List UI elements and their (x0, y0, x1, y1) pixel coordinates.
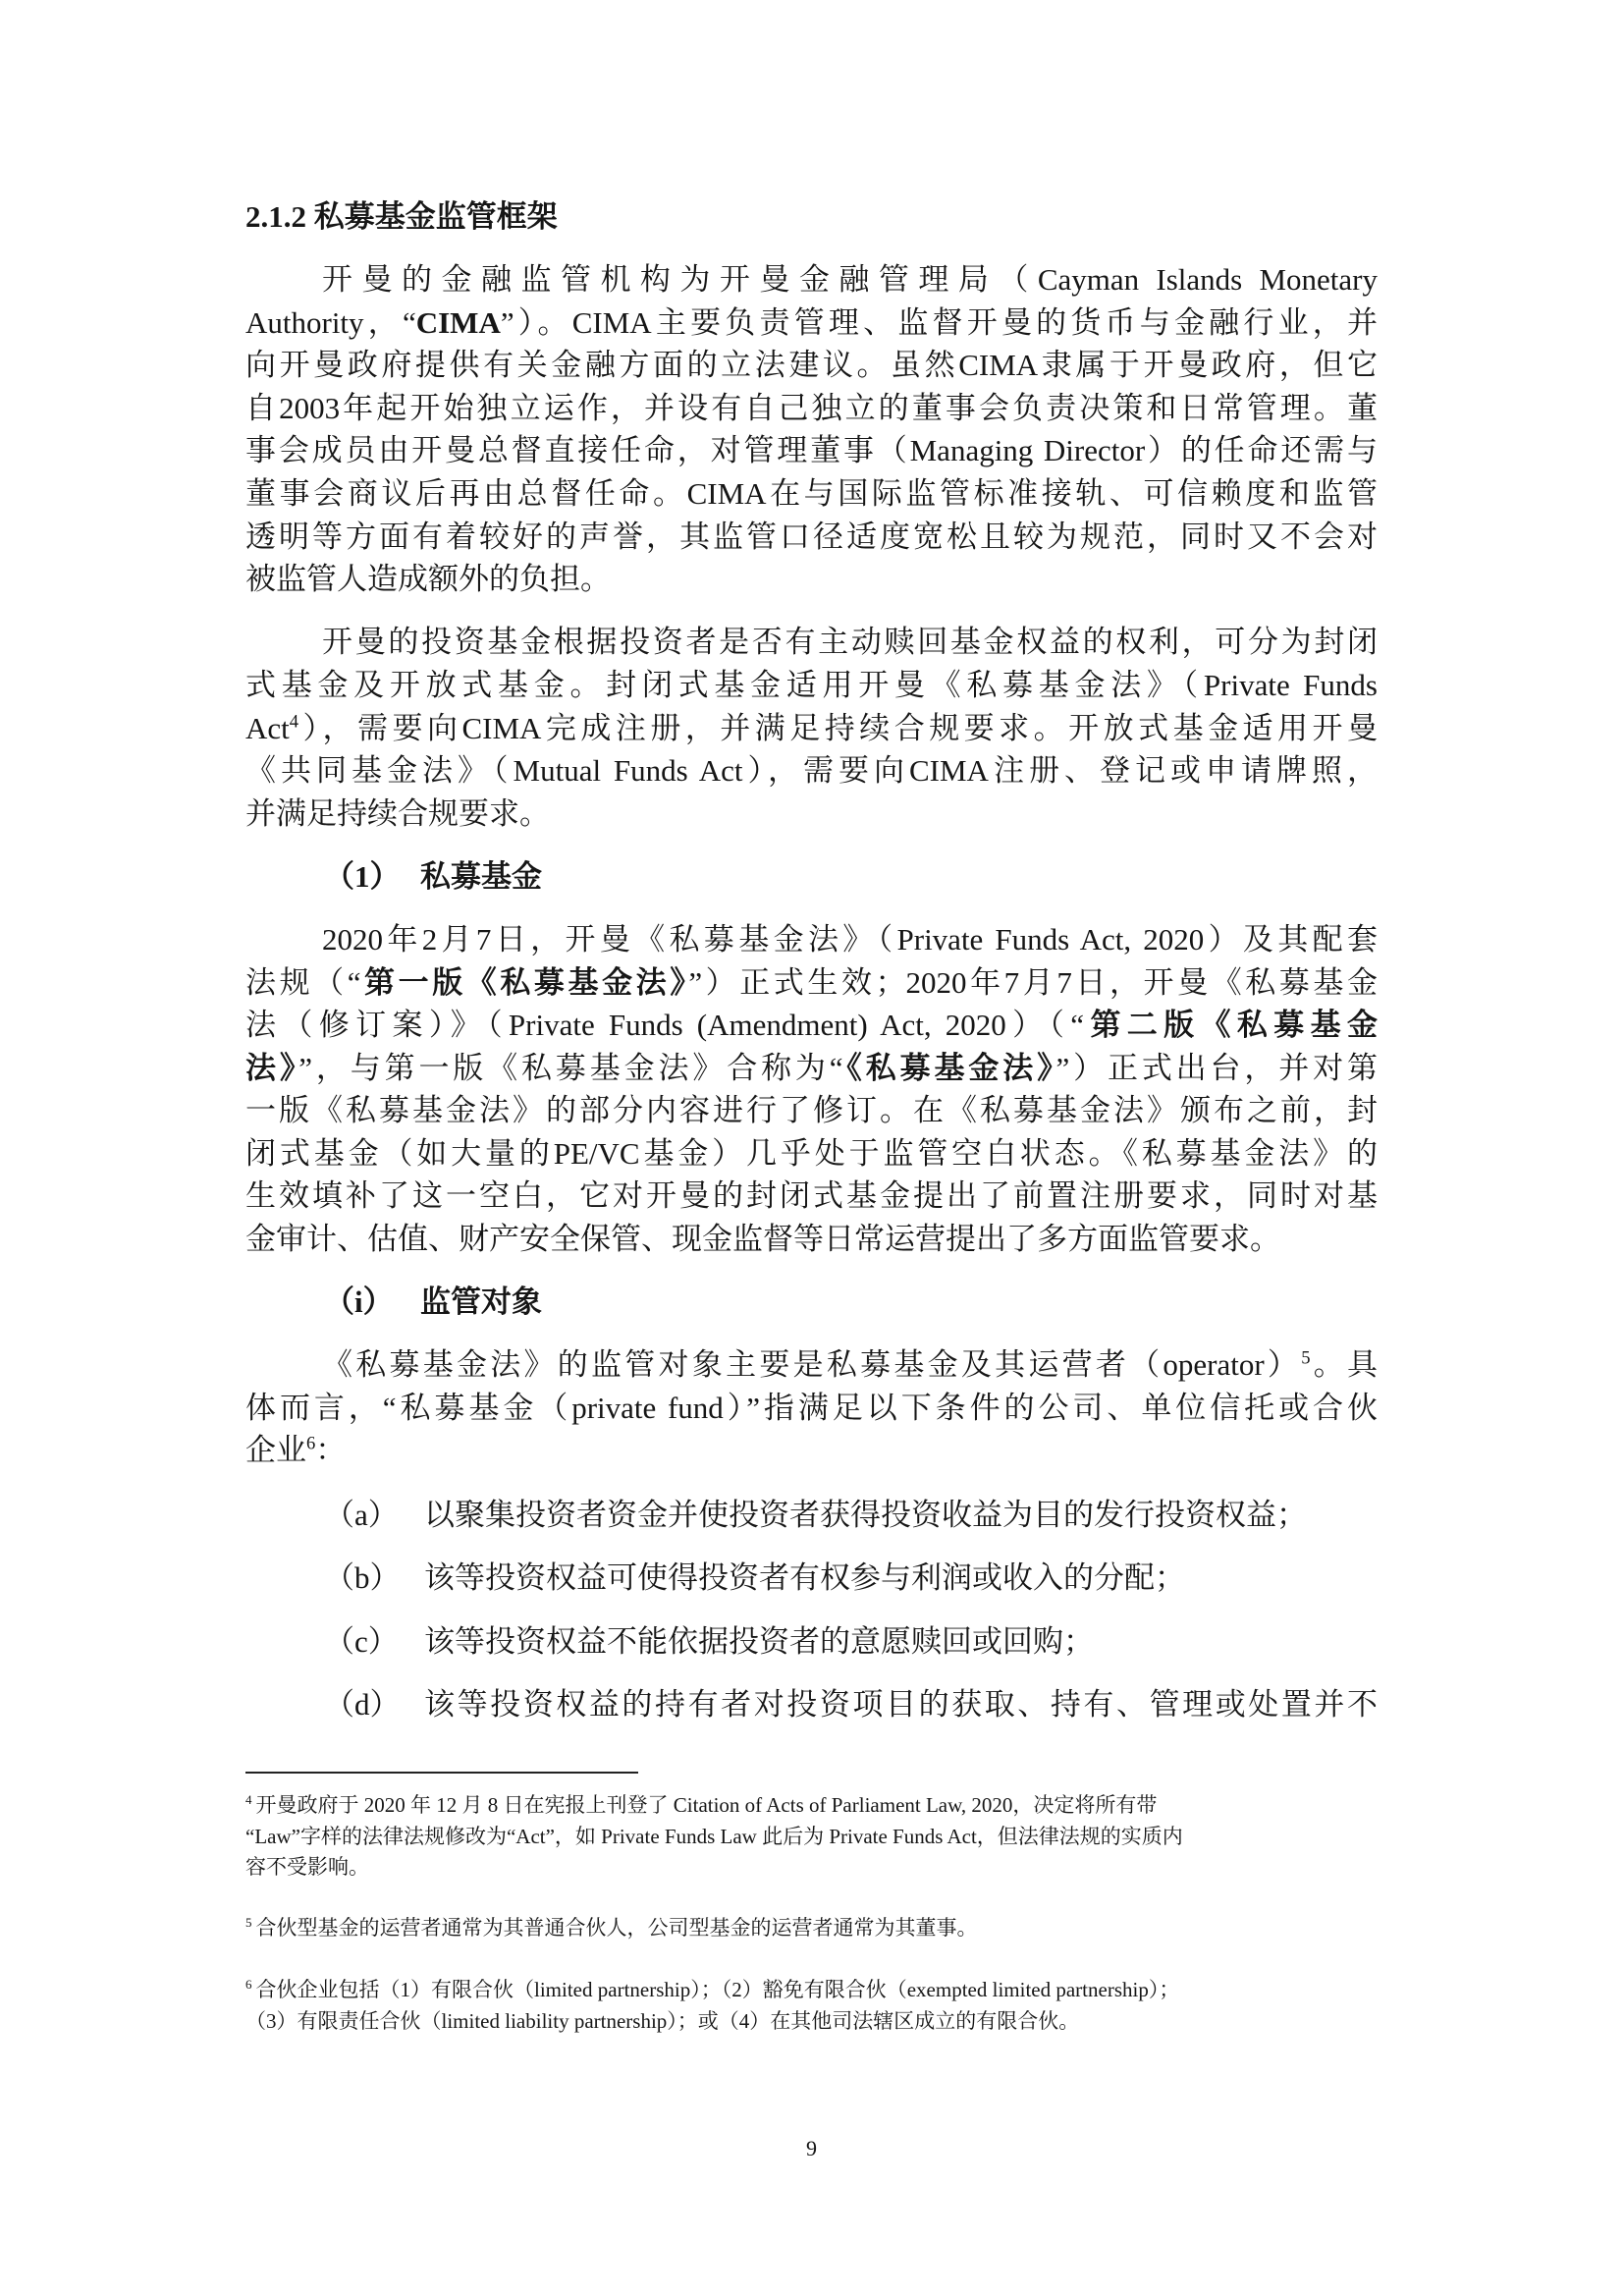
paragraph-line: 一版《私募基金法》的部分内容进行了修订。在《私募基金法》颁布之前，封 (245, 1093, 1378, 1128)
footnote-ref[interactable]: 5 (1301, 1347, 1311, 1369)
section-heading: 2.1.2 私募基金监管框架 (245, 199, 558, 234)
footnote-text: 合伙企业包括（1）有限合伙（limited partnership）；（2）豁免有限合伙（exempted limited partnership）； (255, 1978, 1180, 2001)
footnote-line (245, 1913, 1394, 1944)
bold-term: CIMA (415, 304, 501, 340)
paragraph-line: 闭式基金（如大量的PE/VC基金）几乎处于监管空白状态。《私募基金法》的 (245, 1135, 1378, 1171)
text-run: 法规（“ (245, 964, 361, 1000)
paragraph-line: 事会成员由开曼总督直接任命，对管理董事（Managing Director）的任命还需与 (245, 433, 1378, 468)
list-item-text: 该等投资权益可使得投资者有权参与利润或收入的分配； (424, 1560, 1185, 1596)
paragraph-line: 自2003年起开始独立运作，并设有自己独立的董事会负责决策和日常管理。董 (245, 390, 1378, 425)
list-item (245, 1620, 1378, 1664)
paragraph-line (245, 1004, 1378, 1047)
subheading-text: 监管对象 (420, 1285, 542, 1320)
paragraph-line (245, 707, 1378, 750)
paragraph (245, 621, 1378, 835)
page-number: 9 (806, 2136, 817, 2160)
text-run: ），需要向CIMA完成注册，并满足持续合规要求。开放式基金适用开曼 (298, 710, 1378, 745)
paragraph-line: 2020年2月7日，开曼《私募基金法》（Private Funds Act, 2020）及其配套 (322, 921, 1378, 957)
paragraph-line (245, 961, 1378, 1005)
footnote-line (245, 1975, 1394, 2006)
list-item (245, 1494, 1378, 1537)
main-text (245, 195, 1378, 1746)
text-run: 《私募基金法》的监管对象主要是私募基金及其运营者（operator） (322, 1347, 1302, 1383)
paragraph-line: 被监管人造成额外的负担。 (245, 562, 611, 597)
paragraph-line: 向开曼政府提供有关金融方面的立法建议。虽然CIMA隶属于开曼政府，但它 (245, 348, 1378, 383)
list-item-text: 以聚集投资者资金并使投资者获得投资收益为目的发行投资权益； (424, 1498, 1307, 1533)
condition-list (245, 1494, 1378, 1725)
bold-term: 法》 (245, 1050, 299, 1085)
subheading (245, 1281, 1378, 1324)
paragraph-line: 董事会商议后再由总督任命。CIMA在与国际监管标准接轨、可信赖度和监管 (245, 476, 1378, 512)
paragraph-line: 生效填补了这一空白，它对开曼的封闭式基金提出了前置注册要求，同时对基 (245, 1178, 1378, 1214)
footnote (245, 1975, 1394, 2037)
paragraph-line: 透明等方面有着较好的声誉，其监管口径适度宽松且较为规范，同时又不会对 (245, 519, 1378, 554)
footnote-number: 5 (245, 1915, 252, 1930)
paragraph-line: 开曼的投资基金根据投资者是否有主动赎回基金权益的权利，可分为封闭 (322, 625, 1378, 660)
text-run: Act (245, 710, 290, 745)
footnote-ref[interactable]: 4 (289, 711, 299, 733)
paragraph (245, 918, 1378, 1261)
text-run: 企业 (245, 1433, 306, 1468)
footnote-separator (245, 1772, 638, 1774)
subheading (245, 855, 1378, 899)
footnote-number: 6 (245, 1977, 252, 1992)
list-item-text: 该等投资权益的持有者对投资项目的获取、持有、管理或处置并不 (424, 1686, 1378, 1722)
bold-term: 第二版《私募基金 (1084, 1008, 1378, 1043)
list-item-label: （a） (324, 1498, 399, 1533)
text-run: 。具 (1310, 1347, 1378, 1383)
paragraph-line: 体而言，“私募基金（private fund）”指满足以下条件的公司、单位信托或合伙 (245, 1390, 1378, 1425)
text-run: ”）正式出台，并对第 (1055, 1050, 1378, 1085)
paragraph-line: 并满足持续合规要求。 (245, 795, 550, 831)
list-item-label: （d） (324, 1686, 401, 1722)
paragraph-line (245, 301, 1378, 345)
paragraph-line (245, 1047, 1378, 1090)
text-run: ： (315, 1433, 347, 1468)
list-item (245, 1557, 1378, 1600)
list-item-label: （c） (324, 1623, 399, 1659)
footnote (245, 1913, 1394, 1944)
text-run: ”）正式生效；2020年7月7日，开曼《私募基金 (688, 964, 1378, 1000)
list-item (245, 1683, 1378, 1726)
text-run: 法（修订案）》（Private Funds (Amendment) Act, 2020）（“ (245, 1008, 1085, 1043)
footnote-ref[interactable]: 6 (306, 1434, 316, 1455)
paragraph-line: 金审计、估值、财产安全保管、现金监督等日常运营提出了多方面监管要求。 (245, 1222, 1280, 1257)
paragraph (245, 1343, 1378, 1472)
paragraph-line: 《共同基金法》（Mutual Funds Act），需要向CIMA注册、登记或申请牌照， (245, 753, 1378, 789)
footnote-line: （3）有限责任合伙（limited liability partnership）；或（4）在其他司法辖区成立的有限合伙。 (245, 2008, 1080, 2033)
footnote-line (245, 1790, 1394, 1822)
paragraph-line (245, 1343, 1378, 1387)
subheading-number: （i） (324, 1285, 394, 1320)
subheading-number: （1） (324, 858, 401, 894)
paragraph (245, 258, 1378, 601)
footnote (245, 1790, 1394, 1884)
footnote-text: 开曼政府于 2020 年 12 月 8 日在宪报上刊登了 Citation of Acts of Parliament Law, 2020，决定将所有带 (255, 1793, 1158, 1817)
footnote-line: 容不受影响。 (245, 1855, 369, 1879)
paragraph-line (245, 1429, 1378, 1472)
bold-term: 第一版《私募基金法》 (360, 964, 689, 1000)
subheading-text: 私募基金 (420, 858, 542, 894)
footnote-text: 合伙型基金的运营者通常为其普通合伙人，公司型基金的运营者通常为其董事。 (255, 1916, 978, 1940)
list-item-text: 该等投资权益不能依据投资者的意愿赎回或回购； (424, 1623, 1094, 1659)
list-item-label: （b） (324, 1560, 401, 1596)
paragraph-line: 式基金及开放式基金。封闭式基金适用开曼《私募基金法》（Private Funds (245, 667, 1378, 702)
text-run: Authority，“ (245, 304, 416, 340)
footnote-line: “Law”字样的法律法规修改为“Act”，如 Private Funds Law 此后为 Private Funds Act，但法律法规的实质内 (245, 1824, 1183, 1848)
bold-term: 《私募基金法》 (842, 1050, 1056, 1085)
footnote-number: 4 (245, 1792, 252, 1807)
paragraph-line: 开曼的金融监管机构为开曼金融管理局（Cayman Islands Monetary (322, 262, 1378, 298)
text-run: ”，与第一版《私募基金法》合称为“ (298, 1050, 843, 1085)
text-run: ”）。CIMA主要负责管理、监督开曼的货币与金融行业，并 (500, 304, 1378, 340)
